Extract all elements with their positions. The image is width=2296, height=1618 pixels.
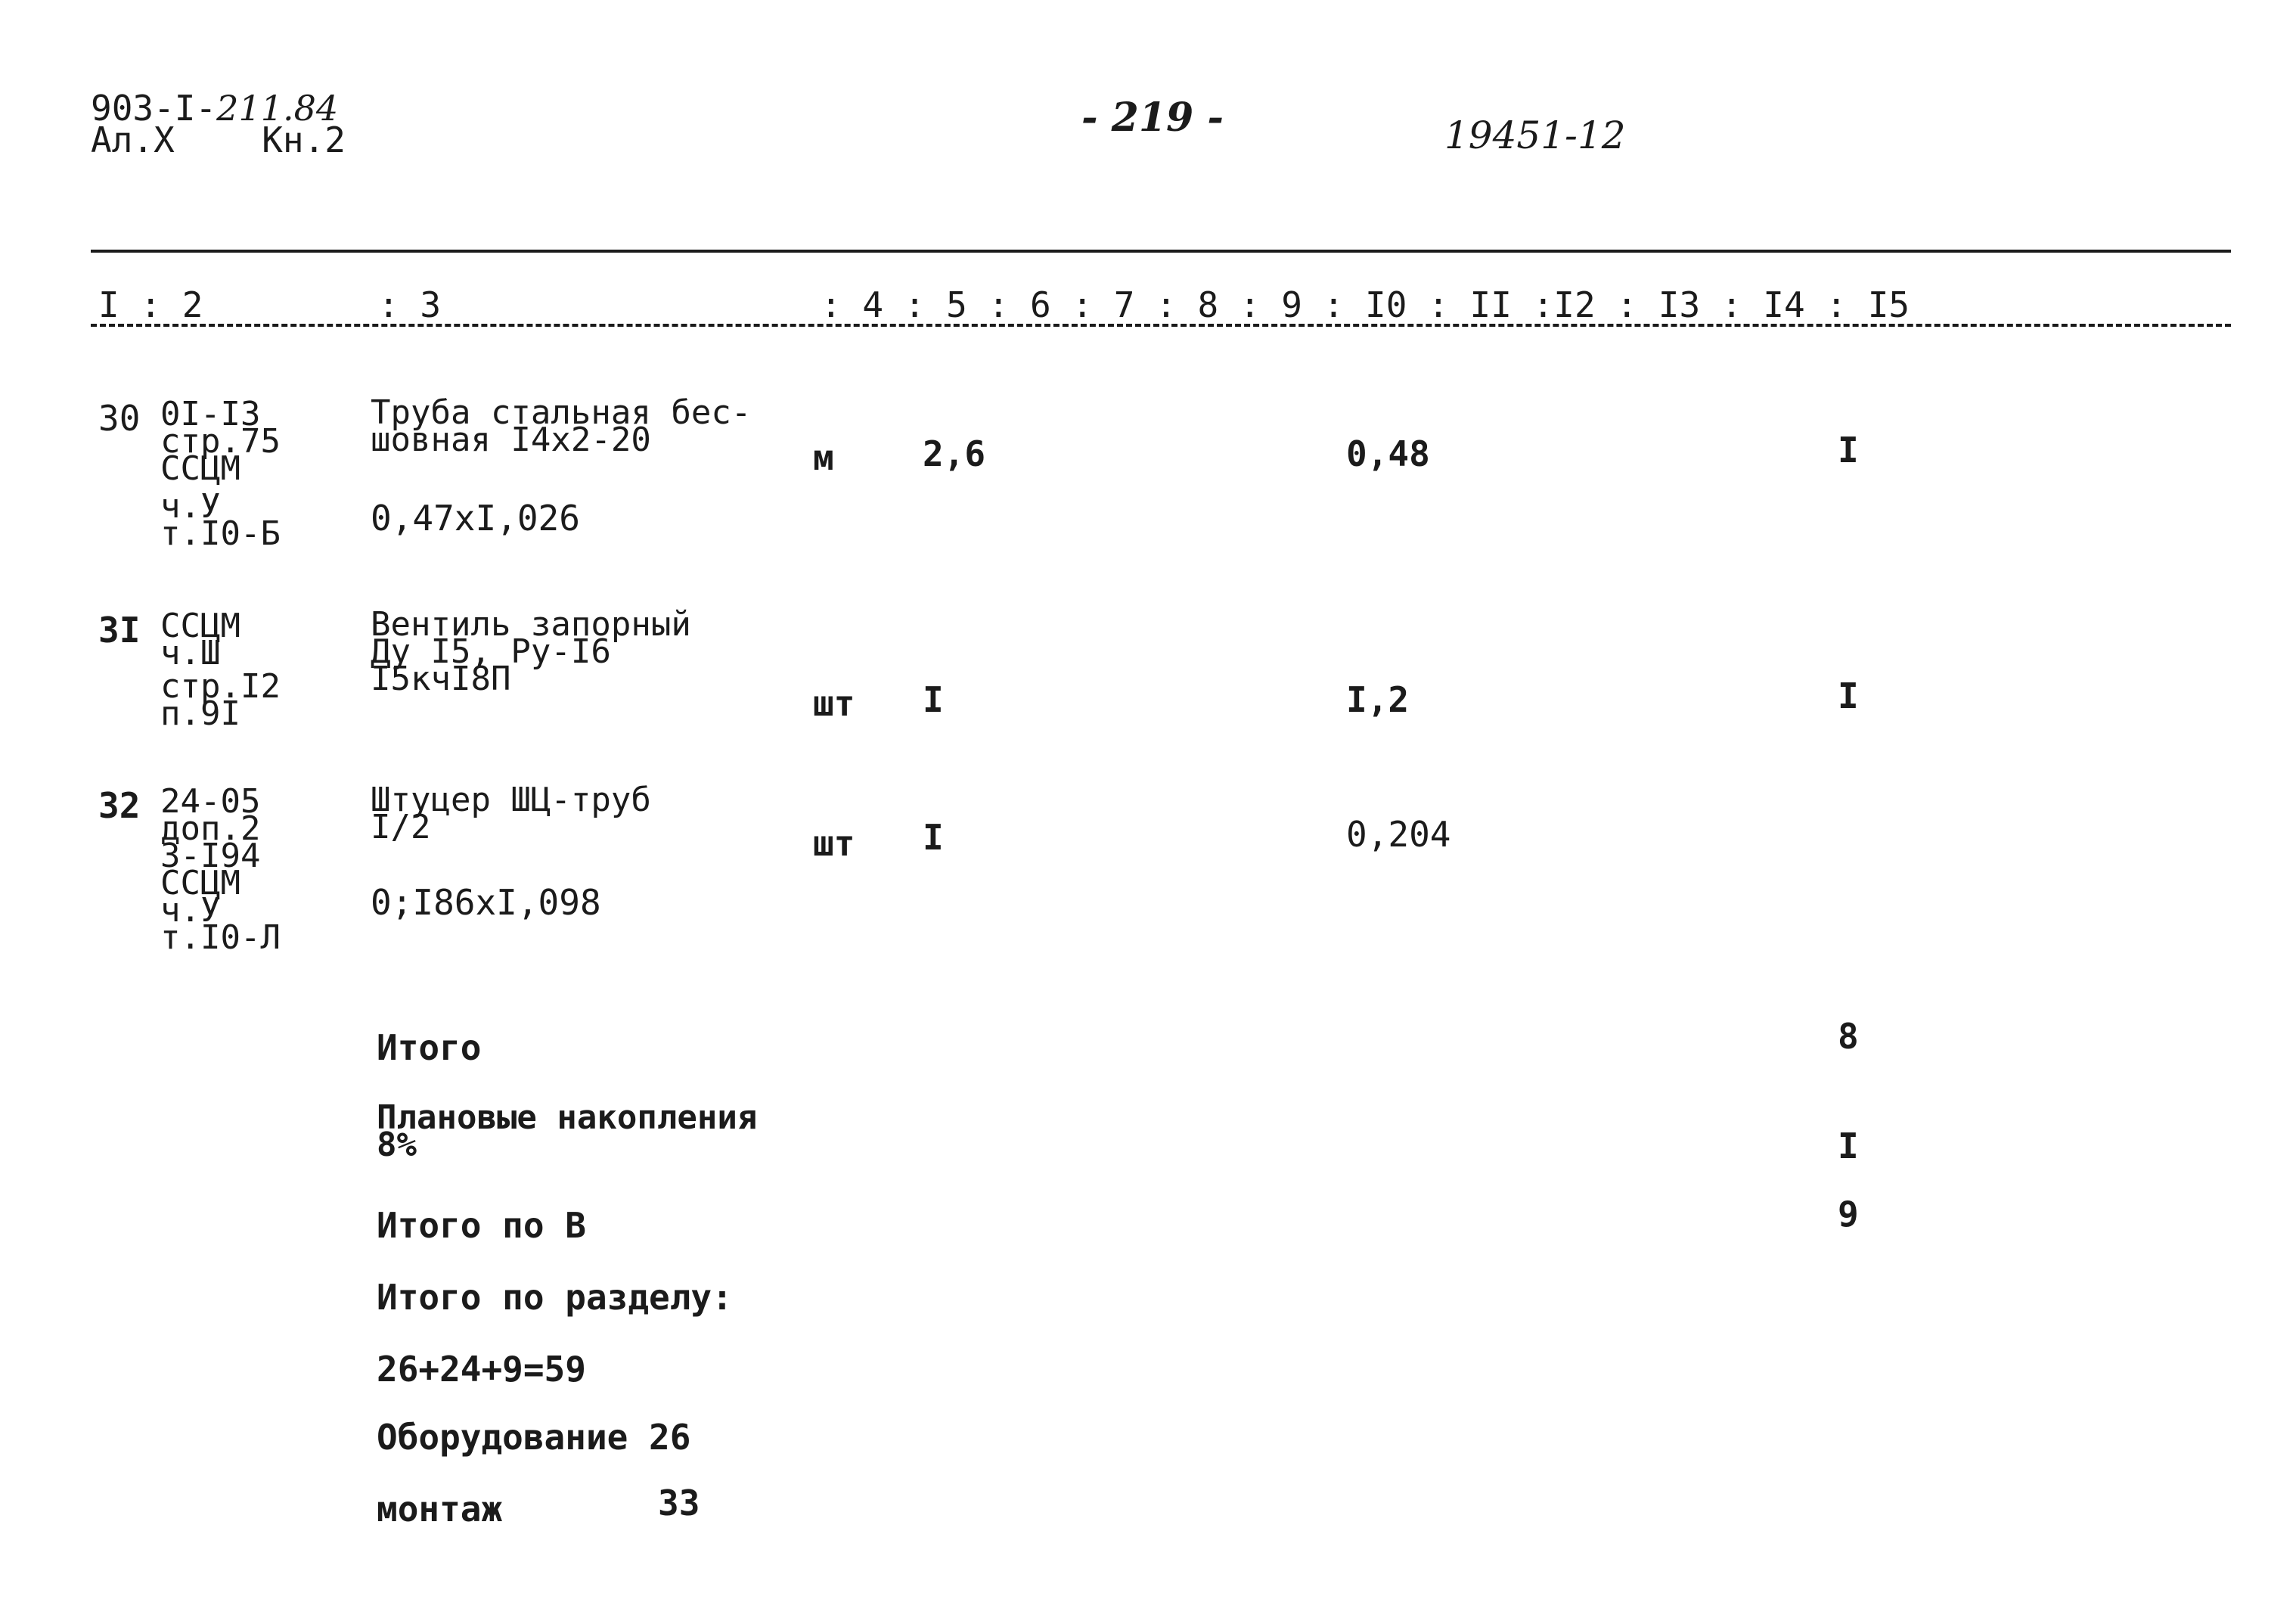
summary-itogo-razdel: Итого по разделу: <box>377 1277 733 1318</box>
row-code-line: 24-05 <box>160 782 261 821</box>
row-code-line: стр.I2 <box>160 667 281 706</box>
page-number: - 219 - <box>1081 95 1224 141</box>
summary-montazh-value: 33 <box>658 1483 700 1523</box>
summary-equipment: Оборудование 26 <box>377 1417 691 1458</box>
row-calculation: 0;I86хI,098 <box>371 882 601 923</box>
summary-itogo-value: 8 <box>1838 1016 1859 1057</box>
row-code-line: ч.Ш <box>160 634 221 672</box>
row-price: 0,48 <box>1346 433 1430 474</box>
row-total: I <box>1838 430 1859 470</box>
row-description-line: Штуцер ШЦ-труб <box>371 781 651 819</box>
album-book <box>91 121 346 159</box>
row-description-line: Вентиль запорный <box>371 605 691 644</box>
row-price: 0,204 <box>1346 814 1451 855</box>
row-code-line: доп.2 <box>160 809 261 848</box>
row-quantity: I <box>923 817 944 858</box>
row-code-line: 3-I94 <box>160 837 261 875</box>
column-header-1-2: I : 2 <box>98 284 203 325</box>
row-code-line: п.9I <box>160 694 240 733</box>
top-rule <box>91 250 2231 253</box>
summary-plan-value: I <box>1838 1126 1859 1166</box>
summary-formula: 26+24+9=59 <box>377 1349 586 1390</box>
summary-plan-line: Плановые накопления <box>377 1098 758 1137</box>
row-description-line: Ду I5, Ру-I6 <box>371 632 611 671</box>
row-code-line: ССЦМ <box>160 864 240 902</box>
row-number: 3I <box>98 610 141 651</box>
document-code-handwritten: 211.84 <box>216 88 339 129</box>
row-description-line: Труба стальная бес- <box>371 393 752 432</box>
row-quantity: 2,6 <box>923 433 986 474</box>
document-code-prefix: 903-I- <box>91 88 217 129</box>
summary-plan <box>377 1098 758 1164</box>
summary-itogo: Итого <box>377 1027 482 1068</box>
row-code <box>160 395 281 553</box>
row-quantity: I <box>923 679 944 720</box>
row-code-line: стр.75 <box>160 422 281 461</box>
row-calculation: 0,47хI,026 <box>371 498 580 539</box>
row-description-line: шовная I4х2-20 <box>371 421 651 459</box>
row-description <box>371 393 752 459</box>
row-code <box>160 782 281 957</box>
row-number: 32 <box>98 785 141 826</box>
row-code-line: ССЦМ <box>160 607 240 645</box>
row-description <box>371 781 651 846</box>
row-description <box>371 605 691 698</box>
row-code-line: т.I0-Л <box>160 918 281 957</box>
doc-number: 19451-12 <box>1444 113 1626 157</box>
book-label: Кн.2 <box>262 120 346 160</box>
summary-itogo-b-value: 9 <box>1838 1194 1859 1234</box>
row-number: 30 <box>98 398 141 439</box>
row-code-line: ч.У <box>160 487 221 526</box>
summary-plan-line: 8% <box>377 1126 417 1164</box>
row-code-line: 0I-I3 <box>160 395 261 433</box>
column-header-3: : 3 <box>378 284 442 325</box>
row-code-line: ч.У <box>160 891 221 930</box>
row-code-line: т.I0-Б <box>160 514 281 553</box>
summary-montazh-label: монтаж <box>377 1489 503 1529</box>
row-code-line: ССЦМ <box>160 449 240 488</box>
row-code <box>160 607 281 733</box>
row-price: I,2 <box>1346 679 1410 720</box>
row-description-line: I/2 <box>371 808 431 846</box>
row-unit: шт <box>813 823 855 864</box>
summary-itogo-b: Итого по В <box>377 1205 586 1246</box>
column-header-4-15: : 4 : 5 : 6 : 7 : 8 : 9 : I0 : II :I2 : I3 : I4 : I5 <box>821 284 1910 325</box>
album-label: Ал.X <box>91 120 175 160</box>
row-description-line: I5кчI8П <box>371 660 511 698</box>
row-unit: м <box>813 437 834 478</box>
row-unit: шт <box>813 683 855 724</box>
row-total: I <box>1838 675 1859 716</box>
